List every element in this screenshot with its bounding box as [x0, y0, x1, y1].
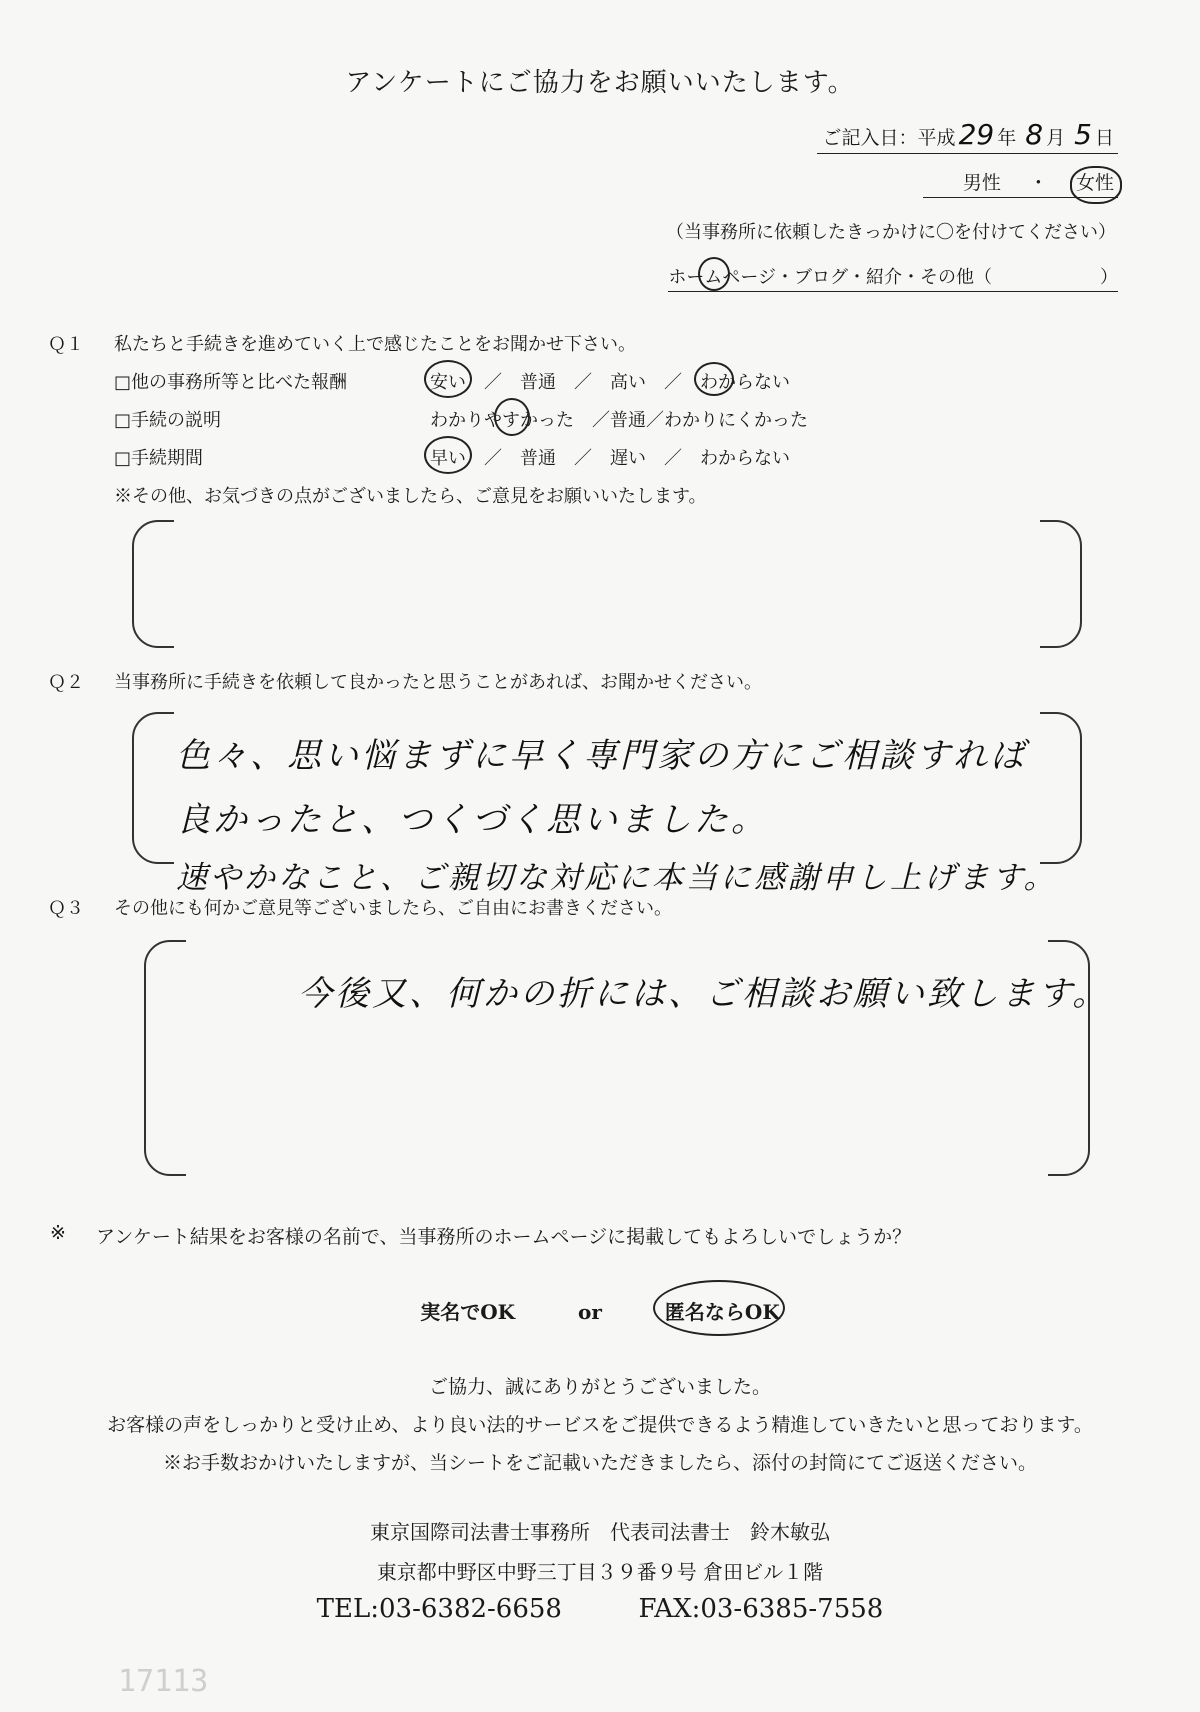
- date-month-unit: 月: [1046, 127, 1066, 149]
- office-address: 東京都中野区中野三丁目３９番９号 倉田ビル１階: [376, 1560, 824, 1584]
- q1-row-period-item[interactable]: □手続期間: [114, 448, 204, 469]
- gender-female-option[interactable]: [1076, 172, 1114, 194]
- office-name: 東京国際司法書士事務所 代表司法書士 鈴木敏弘: [370, 1520, 830, 1544]
- tel-number: TEL:03-6382-6658: [316, 1594, 562, 1624]
- contact-line: [0, 1594, 1200, 1624]
- q3-question: その他にも何かご意見等ございましたら、ご自由にお書きください。: [114, 898, 672, 919]
- page-title: アンケートにご協力をお願いいたします。: [345, 68, 855, 98]
- source-options: [668, 263, 1118, 292]
- q2-answer-line: 色々、思い悩まずに早く専門家の方にご相談すれば: [176, 736, 1027, 776]
- date-year[interactable]: 29: [958, 118, 995, 151]
- gender-separator: ・: [1028, 172, 1048, 194]
- date-year-unit: 年: [997, 127, 1017, 149]
- selection-circle: [424, 360, 472, 398]
- q1-row-period-options[interactable]: 早い ／ 普通 ／ 遅い ／ わからない: [430, 448, 790, 469]
- stray-circle: [694, 362, 734, 396]
- q2-answer-line: 良かったと、つくづく思いました。: [176, 800, 768, 840]
- q1-question: 私たちと手続きを進めていく上で感じたことをお聞かせ下さい。: [114, 334, 636, 355]
- consent-mark: ※: [50, 1222, 66, 1244]
- q1-row-fee-options[interactable]: 安い ／ 普通 ／ 高い ／ わからない: [430, 372, 790, 393]
- selection-circle: [424, 436, 472, 474]
- closing-message: お客様の声をしっかりと受け止め、より良い法的サービスをご提供できるよう精進していきたいと思っております。: [107, 1414, 1093, 1436]
- source-instruction: （当事務所に依頼したきっかけに〇を付けてください）: [666, 222, 1116, 243]
- selection-circle: [1070, 166, 1122, 204]
- date-day[interactable]: 5: [1074, 118, 1092, 151]
- selection-circle: [494, 398, 530, 436]
- fax-number: FAX:03-6385-7558: [638, 1594, 884, 1624]
- return-request: ※お手数おかけいたしますが、当シートをご記載いただきましたら、添付の封筒にてご返送ください。: [162, 1452, 1037, 1474]
- q1-answer-box[interactable]: [132, 520, 1082, 648]
- q1-row-explanation-options[interactable]: わかりやすかった ／普通／わかりにくかった: [430, 410, 808, 431]
- consent-anonymous-label: 匿名ならOK: [664, 1300, 780, 1324]
- q2-question: 当事務所に手続きを依頼して良かったと思うことがあれば、お聞かせください。: [114, 672, 762, 693]
- q1-row-explanation-item[interactable]: □手続の説明: [114, 410, 222, 431]
- q3-answer-line: 今後又、何かの折には、ご相談お願い致します。: [298, 974, 1110, 1014]
- date-day-unit: 日: [1094, 127, 1114, 149]
- faint-stamp-number: 17113: [118, 1664, 209, 1699]
- consent-real-name-option[interactable]: 実名でOK: [420, 1300, 516, 1324]
- consent-anonymous-option[interactable]: [665, 1296, 780, 1325]
- gender-selector: [923, 168, 1118, 198]
- date-month[interactable]: 8: [1025, 118, 1044, 151]
- source-options-text[interactable]: ホームページ・ブログ・紹介・その他（ ）: [668, 267, 1118, 288]
- thanks-message: ご協力、誠にありがとうございました。: [428, 1376, 771, 1398]
- selection-circle: [653, 1280, 785, 1336]
- entry-date: [817, 118, 1118, 154]
- q2-label: Ｑ２: [48, 672, 84, 693]
- gender-female-label: 女性: [1075, 172, 1114, 194]
- q3-label: Ｑ３: [48, 898, 84, 919]
- q2-answer-line: 速やかなこと、ご親切な対応に本当に感謝申し上げます。: [176, 860, 1058, 896]
- q1-note: ※その他、お気づきの点がございましたら、ご意見をお願いいたします。: [114, 486, 707, 507]
- q1-row-fee-item[interactable]: □他の事務所等と比べた報酬: [114, 372, 348, 393]
- consent-question: アンケート結果をお客様の名前で、当事務所のホームページに掲載してもよろしいでしょうか？: [96, 1226, 912, 1248]
- consent-options: [0, 1296, 1200, 1325]
- consent-or: or: [578, 1300, 602, 1324]
- q1-label: Ｑ１: [48, 334, 84, 355]
- date-label: ご記入日：平成: [822, 127, 956, 149]
- gender-male-option[interactable]: 男性: [962, 172, 1001, 194]
